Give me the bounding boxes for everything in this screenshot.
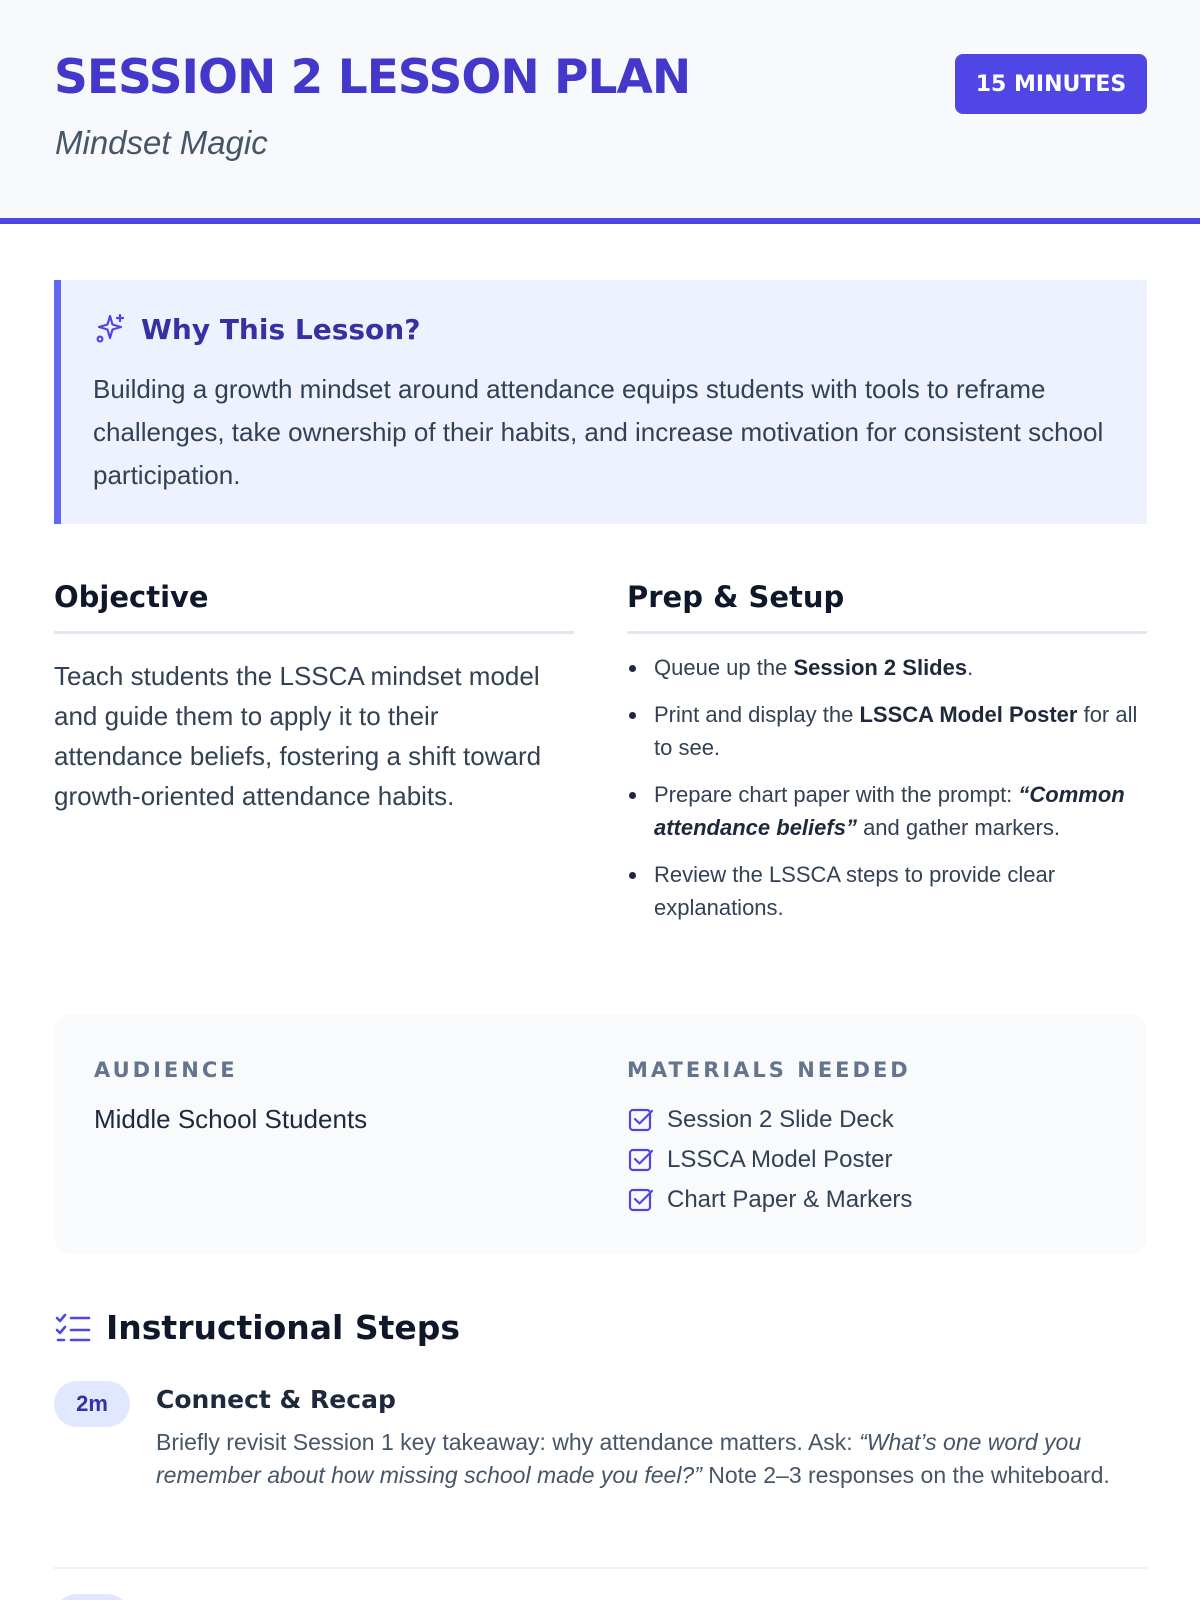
step-divider xyxy=(54,1567,1147,1569)
bullet-dot xyxy=(629,712,636,719)
step-desc-quote: “What’s one word you remember about how missing school made you feel?” xyxy=(156,1429,1082,1488)
why-heading xyxy=(93,312,420,346)
checkbox-checked-icon xyxy=(627,1186,655,1214)
prep-item-strong: Session 2 Slides xyxy=(793,655,968,680)
bullet-dot xyxy=(629,872,636,879)
steps-heading xyxy=(54,1308,460,1347)
prep-item-text: and gather markers. xyxy=(856,815,1060,840)
audience-value: Middle School Students xyxy=(94,1104,368,1134)
bullet-dot xyxy=(629,665,636,672)
sparkles-icon xyxy=(93,312,127,346)
prep-item xyxy=(627,858,1147,924)
materials-list xyxy=(627,1100,912,1220)
page-title: SESSION 2 LESSON PLAN xyxy=(54,50,691,105)
prep-item-text: Review the LSSCA steps to provide clear explanations. xyxy=(654,862,1056,920)
step-title: Connect & Recap xyxy=(156,1385,396,1414)
steps-title: Instructional Steps xyxy=(106,1308,461,1347)
prep-divider xyxy=(627,631,1147,634)
info-card xyxy=(54,1014,1147,1254)
material-label: Session 2 Slide Deck xyxy=(667,1106,894,1133)
bullet-dot xyxy=(629,792,636,799)
materials-label: MATERIALS NEEDED xyxy=(627,1058,911,1082)
prep-item-text: for all to see. xyxy=(654,702,1138,760)
material-item xyxy=(627,1180,912,1220)
prep-title: Prep & Setup xyxy=(627,580,845,614)
prep-item xyxy=(627,778,1147,844)
prep-item xyxy=(627,651,1147,684)
prep-item-emphasis: “Common attendance beliefs” xyxy=(654,782,1125,840)
prep-item xyxy=(627,698,1147,764)
step-desc-text: Briefly revisit Session 1 key takeaway: why attendance matters. Ask: xyxy=(156,1429,860,1455)
prep-item-text: Queue up the xyxy=(654,655,794,680)
audience-label: AUDIENCE xyxy=(94,1058,238,1082)
prep-item-text: Prepare chart paper with the prompt: xyxy=(654,782,1019,807)
prep-list xyxy=(627,651,1147,938)
objective-title: Objective xyxy=(54,580,209,614)
objective-text: Teach students the LSSCA mindset model and guide them to apply it to their attendance beliefs, fostering a shift toward growth-oriented attendance habits. xyxy=(54,661,542,811)
step-description xyxy=(156,1426,1146,1492)
prep-item-text: . xyxy=(967,655,974,680)
material-item xyxy=(627,1140,912,1180)
checklist-icon xyxy=(54,1311,92,1345)
checkbox-checked-icon xyxy=(627,1146,655,1174)
checkbox-checked-icon xyxy=(627,1106,655,1134)
lesson-header xyxy=(0,0,1200,224)
prep-item-text: Print and display the xyxy=(654,702,860,727)
material-label: Chart Paper & Markers xyxy=(667,1186,913,1213)
step-duration-pill: 2m xyxy=(54,1381,130,1427)
step-desc-text: Note 2–3 responses on the whiteboard. xyxy=(701,1462,1110,1488)
duration-badge: 15 MINUTES xyxy=(955,54,1147,114)
why-callout xyxy=(54,280,1147,524)
page-subtitle: Mindset Magic xyxy=(55,124,268,161)
why-title: Why This Lesson? xyxy=(141,312,421,346)
why-text: Building a growth mindset around attendance equips students with tools to reframe challenges, take ownership of their habits, and increase motivation for consistent school participation. xyxy=(93,374,1104,490)
prep-item-strong: LSSCA Model Poster xyxy=(859,702,1078,727)
material-item xyxy=(627,1100,912,1140)
objective-divider xyxy=(54,631,574,634)
step-duration-pill xyxy=(54,1594,130,1600)
material-label: LSSCA Model Poster xyxy=(667,1146,893,1173)
